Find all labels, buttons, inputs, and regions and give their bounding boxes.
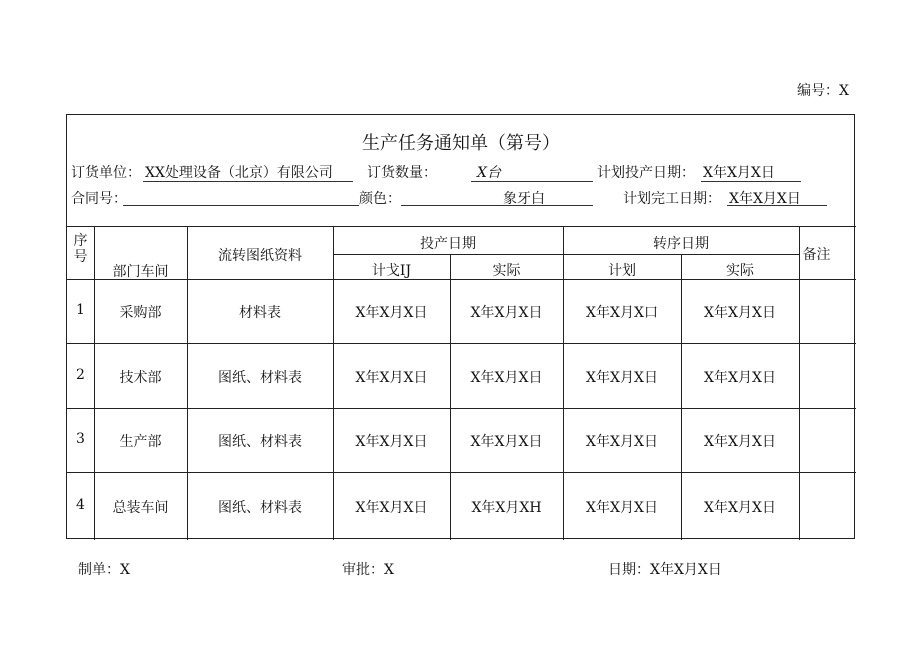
transfer-plan-header: 计划 bbox=[608, 263, 636, 279]
order-unit-underline bbox=[143, 181, 353, 182]
approver-field: 审批：X bbox=[342, 562, 394, 578]
col-remark-header: 备注 bbox=[802, 247, 831, 263]
row-production-plan: X年X月X日 bbox=[355, 305, 428, 321]
col-seq-header: 序号 bbox=[73, 233, 88, 265]
row-dept: 生产部 bbox=[119, 434, 162, 450]
transfer-actual-header: 实际 bbox=[726, 263, 754, 279]
row-docs: 图纸、材料表 bbox=[218, 500, 302, 516]
row-seq: 1 bbox=[76, 302, 85, 318]
row-seq: 2 bbox=[76, 367, 85, 383]
row-dept: 总装车间 bbox=[112, 500, 169, 516]
row-transfer-plan: X年X月X日 bbox=[586, 370, 658, 386]
row-production-actual: X年X月X日 bbox=[470, 370, 543, 386]
row-transfer-actual: X年X月X日 bbox=[704, 434, 776, 450]
row-dept: 采购部 bbox=[119, 305, 162, 321]
col-docs-header: 流转图纸资料 bbox=[218, 248, 302, 264]
col-line-7 bbox=[799, 226, 800, 540]
row-transfer-actual: X年X月X日 bbox=[704, 500, 776, 516]
subheader-line bbox=[333, 254, 799, 255]
row-line-2 bbox=[67, 408, 856, 409]
row-seq: 4 bbox=[76, 497, 85, 513]
contract-underline bbox=[123, 205, 359, 206]
production-actual-header: 实际 bbox=[492, 263, 521, 279]
plan-start-value: X年X月X日 bbox=[703, 165, 775, 181]
production-task-form bbox=[66, 114, 855, 539]
plan-start-label: 计划投产日期： bbox=[597, 165, 695, 181]
row-docs: 图纸、材料表 bbox=[218, 434, 302, 450]
color-value: 象牙白 bbox=[503, 191, 545, 207]
row-production-actual: X年X月X日 bbox=[470, 434, 543, 450]
plan-finish-label: 计划完工日期： bbox=[623, 191, 721, 207]
maker-field: 制单：X bbox=[78, 562, 130, 578]
color-label: 颜色： bbox=[359, 191, 401, 207]
date-field: 日期：X年X月X日 bbox=[608, 562, 722, 578]
form-title: 生产任务通知单（第号） bbox=[362, 133, 560, 154]
order-qty-value: X台 bbox=[477, 165, 501, 181]
order-qty-label: 订货数量： bbox=[367, 165, 437, 181]
row-transfer-actual: X年X月X日 bbox=[704, 370, 776, 386]
serial-number: 编号：X bbox=[797, 83, 849, 99]
row-production-plan: X年X月X日 bbox=[355, 370, 428, 386]
row-line-3 bbox=[67, 472, 856, 473]
production-date-header: 投产日期 bbox=[420, 236, 476, 252]
row-production-plan: X年X月X日 bbox=[355, 434, 428, 450]
table-top-line bbox=[67, 226, 856, 227]
production-plan-header: 计戈IJ bbox=[371, 263, 412, 279]
row-docs: 材料表 bbox=[239, 305, 281, 321]
row-line-1 bbox=[67, 343, 856, 344]
row-transfer-plan: X年X月X日 bbox=[586, 434, 658, 450]
order-qty-underline bbox=[471, 181, 593, 182]
plan-finish-value: X年X月X日 bbox=[729, 191, 801, 207]
col-dept-header: 部门车间 bbox=[112, 264, 169, 280]
order-unit-label: 订货单位： bbox=[71, 165, 141, 181]
row-dept: 技术部 bbox=[119, 370, 162, 386]
plan-finish-underline bbox=[727, 205, 827, 206]
transfer-date-header: 转序日期 bbox=[653, 236, 709, 252]
contract-label: 合同号： bbox=[71, 191, 127, 207]
color-underline bbox=[401, 205, 593, 206]
plan-start-underline bbox=[701, 181, 801, 182]
row-production-plan: X年X月X日 bbox=[355, 500, 428, 516]
row-transfer-actual: X年X月X日 bbox=[704, 305, 776, 321]
row-transfer-plan: X年X月X日 bbox=[586, 500, 658, 516]
order-unit-value: XX处理设备（北京）有限公司 bbox=[145, 165, 333, 181]
row-docs: 图纸、材料表 bbox=[218, 370, 302, 386]
row-production-actual: X年X月X日 bbox=[470, 305, 543, 321]
row-seq: 3 bbox=[76, 431, 85, 447]
row-production-actual: X年X月XH bbox=[471, 500, 542, 516]
row-transfer-plan: X年X月X口 bbox=[586, 305, 658, 321]
